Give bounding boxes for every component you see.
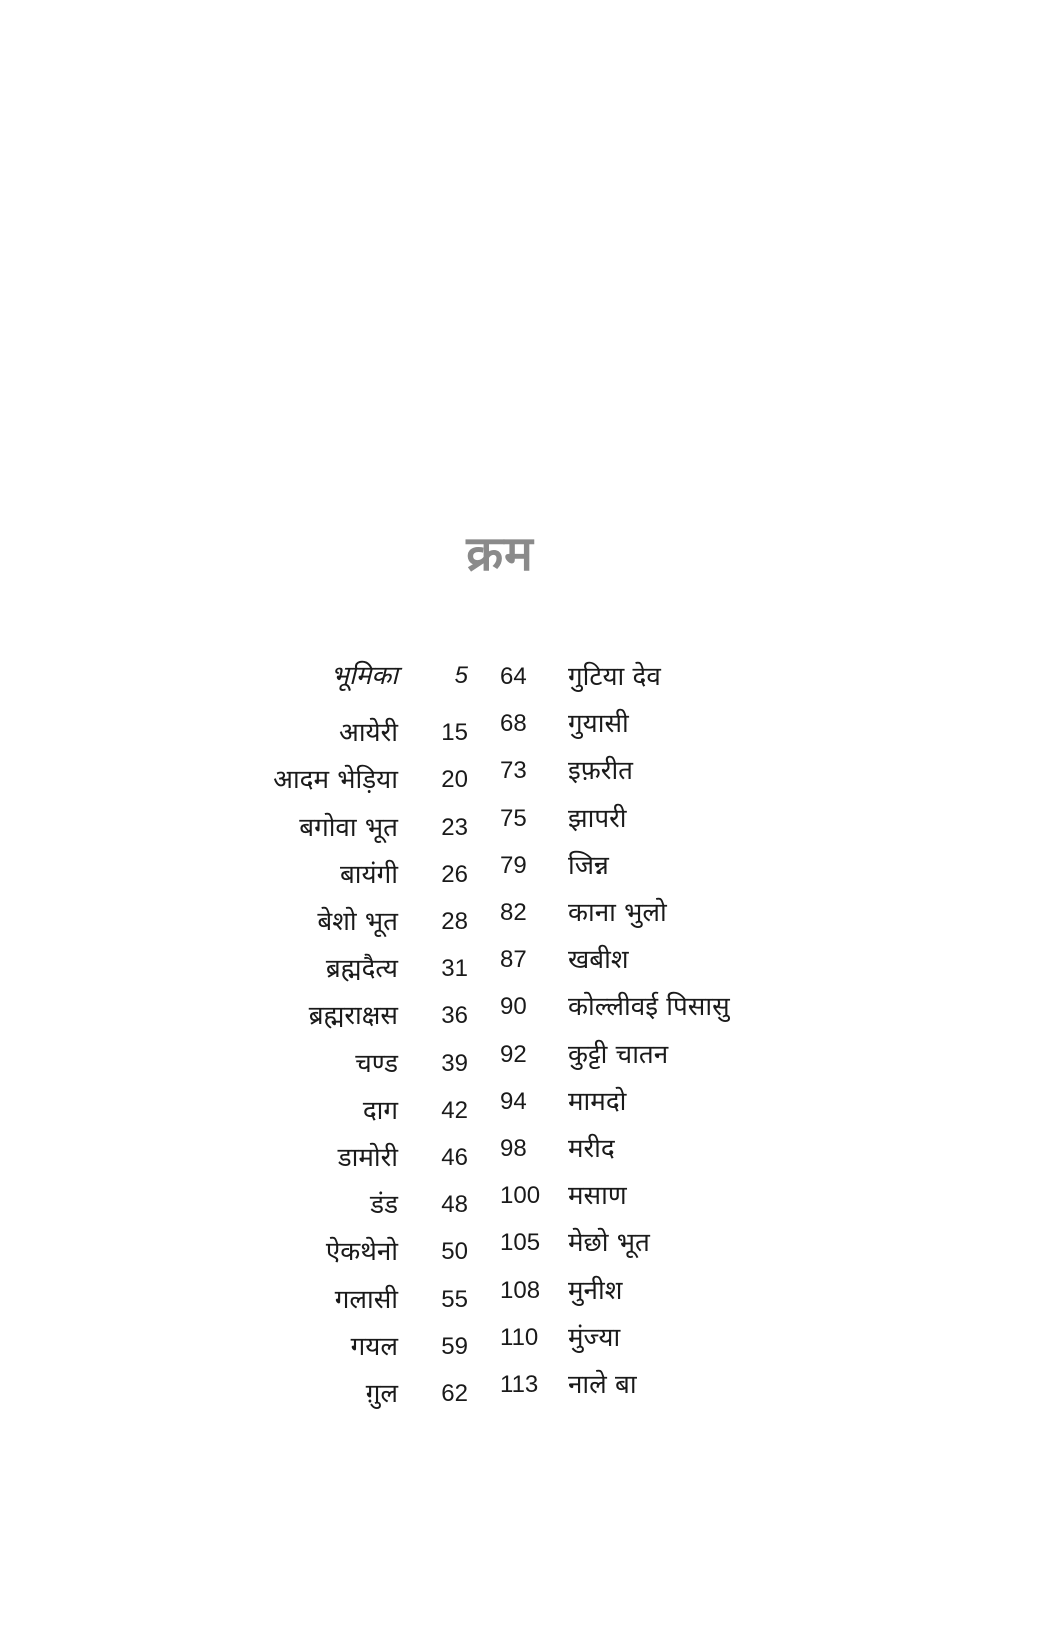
toc-entry <box>500 842 900 890</box>
entry-page-number: 94 <box>500 1087 527 1115</box>
entry-title: डामोरी <box>337 1143 398 1173</box>
entry-page-number: 23 <box>441 813 468 841</box>
table-of-contents <box>0 661 1050 1488</box>
toc-entry <box>500 653 900 701</box>
entry-title: मुंज्या <box>568 1322 621 1353</box>
toc-entry <box>8 992 468 1040</box>
entry-page-number: 28 <box>441 908 468 935</box>
toc-entry <box>8 652 468 700</box>
toc-entry <box>500 983 900 1031</box>
entry-page-number: 98 <box>500 1135 527 1162</box>
entry-title: गयल <box>350 1331 398 1362</box>
entry-title: बेशो भूत <box>317 907 398 937</box>
entry-title: मामदो <box>568 1086 627 1117</box>
entry-title: मरीद <box>568 1134 615 1164</box>
entry-title: ग़ुल <box>365 1379 398 1409</box>
entry-title: ब्रह्मराक्षस <box>308 1001 398 1032</box>
entry-page-number: 82 <box>500 899 527 926</box>
toc-entry <box>500 889 900 937</box>
entry-page-number: 108 <box>500 1276 541 1304</box>
toc-entry <box>8 945 468 993</box>
toc-entry <box>500 1031 900 1079</box>
toc-entry <box>500 747 900 795</box>
entry-page-number: 26 <box>441 860 468 888</box>
entry-page-number: 5 <box>454 662 468 689</box>
entry-page-number: 48 <box>441 1191 468 1219</box>
entry-title: डंड <box>370 1190 398 1221</box>
entry-page-number: 113 <box>500 1371 539 1398</box>
toc-entry <box>500 1172 900 1220</box>
toc-entry <box>500 1361 900 1409</box>
toc-entry <box>8 1370 468 1418</box>
toc-entry <box>8 1323 468 1371</box>
entry-page-number: 31 <box>441 955 468 983</box>
entry-page-number: 105 <box>500 1229 541 1257</box>
toc-entry <box>500 1314 900 1362</box>
entry-page-number: 55 <box>441 1285 468 1313</box>
entry-title: झापरी <box>568 803 627 834</box>
entry-title: गुटिया देव <box>568 662 661 692</box>
entry-page-number: 110 <box>500 1323 539 1351</box>
toc-entry <box>8 1134 468 1182</box>
entry-page-number: 39 <box>441 1049 468 1077</box>
toc-entry <box>500 1219 900 1267</box>
entry-page-number: 36 <box>441 1002 468 1030</box>
toc-entry <box>8 1087 468 1135</box>
entry-page-number: 15 <box>441 719 468 747</box>
entry-title: बगोवा भूत <box>299 812 398 843</box>
entry-title: कोल्लीवई पिसासु <box>568 992 730 1023</box>
entry-title: कुट्टी चातन <box>568 1039 669 1070</box>
entry-page-number: 100 <box>500 1182 541 1210</box>
entry-page-number: 73 <box>500 757 527 785</box>
entry-title: मेछो भूत <box>568 1228 650 1259</box>
toc-entry <box>500 795 900 843</box>
entry-title: खबीश <box>568 945 629 976</box>
entry-title: नाले बा <box>568 1370 637 1400</box>
entry-title: काना भुलो <box>568 898 667 928</box>
toc-entry <box>8 1276 468 1324</box>
toc-entry <box>8 1181 468 1229</box>
entry-title: ऐकथेनो <box>325 1237 398 1268</box>
toc-entry <box>500 1267 900 1315</box>
toc-entry <box>8 709 468 757</box>
entry-title: आदम भेड़िया <box>273 765 398 796</box>
entry-title: जिन्न <box>568 850 609 881</box>
toc-entry <box>8 1228 468 1276</box>
entry-title: गलासी <box>334 1284 398 1315</box>
entry-page-number: 59 <box>441 1332 468 1360</box>
toc-entry <box>8 756 468 804</box>
toc-entry <box>500 936 900 984</box>
toc-entry <box>8 851 468 899</box>
entry-title: चण्ड <box>355 1048 398 1079</box>
entry-title: गुयासी <box>568 709 629 740</box>
entry-page-number: 92 <box>500 1040 527 1068</box>
toc-entry <box>8 1040 468 1088</box>
entry-page-number: 20 <box>441 766 468 794</box>
entry-page-number: 75 <box>500 804 527 832</box>
entry-title: भूमिका <box>330 661 398 691</box>
toc-entry <box>500 1125 900 1173</box>
entry-page-number: 68 <box>500 710 527 738</box>
entry-title: मसाण <box>568 1181 627 1212</box>
entry-page-number: 90 <box>500 993 527 1021</box>
toc-entry <box>500 1078 900 1126</box>
toc-entry <box>500 700 900 748</box>
entry-page-number: 62 <box>441 1380 468 1407</box>
entry-title: आयेरी <box>338 718 398 749</box>
entry-title: इफ़रीत <box>568 756 634 787</box>
entry-page-number: 79 <box>500 851 527 879</box>
entry-page-number: 42 <box>441 1096 468 1124</box>
entry-title: मुनीश <box>568 1275 623 1306</box>
entry-title: दाग <box>362 1095 398 1126</box>
page-title: क्रम <box>466 526 534 582</box>
entry-page-number: 87 <box>500 946 527 974</box>
toc-entry <box>8 804 468 852</box>
toc-entry <box>8 898 468 946</box>
entry-page-number: 46 <box>441 1144 468 1171</box>
entry-title: ब्रह्मदैत्य <box>325 954 398 985</box>
entry-page-number: 50 <box>441 1238 468 1266</box>
entry-page-number: 64 <box>500 663 527 690</box>
entry-title: बायंगी <box>339 859 398 890</box>
